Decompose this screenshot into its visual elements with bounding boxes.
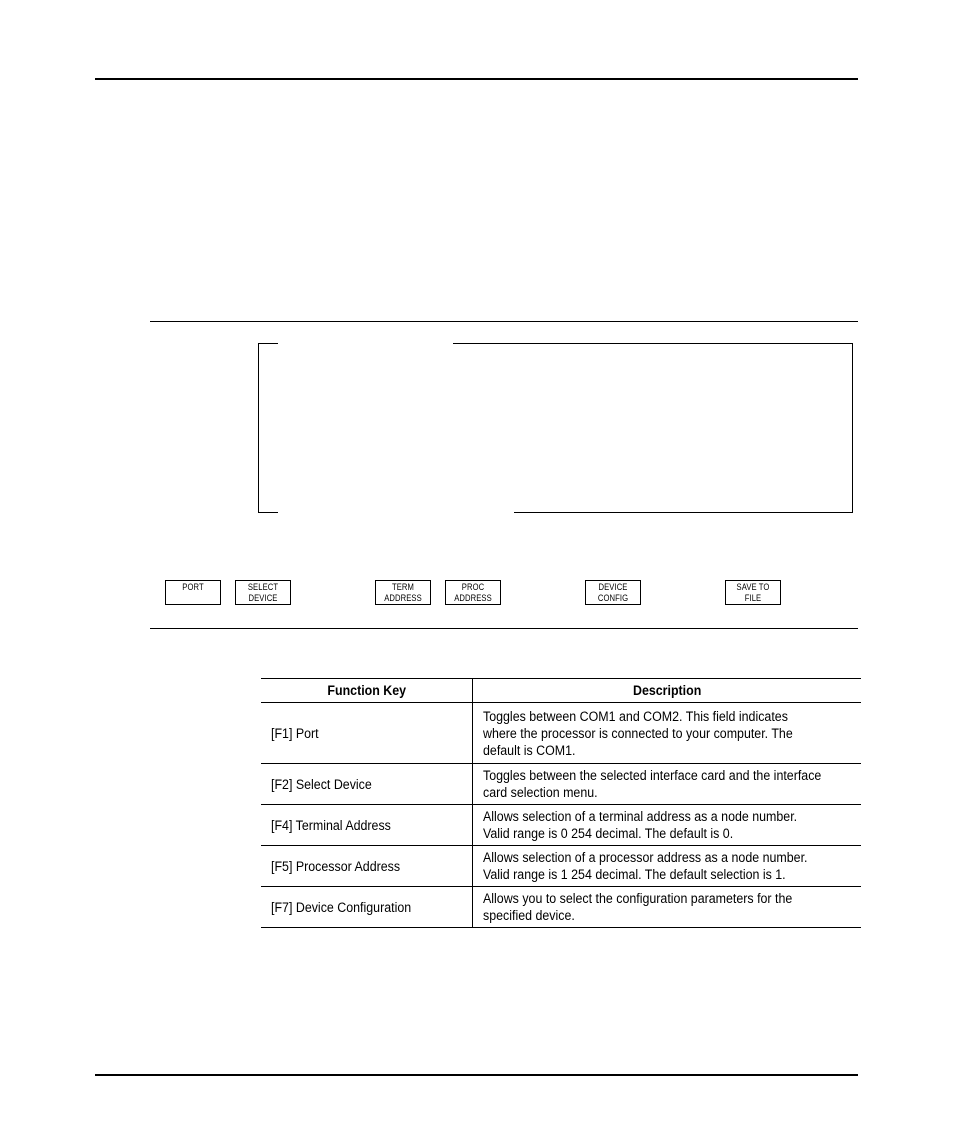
function-key-cell: [F7] Device Configuration	[261, 887, 473, 928]
description-cell: Toggles between COM1 and COM2. This field indicates where the processor is connected to your computer. The default is COM1.	[473, 703, 861, 764]
f7-device-config-key[interactable]: DEVICE CONFIG	[585, 580, 641, 605]
f1-port-key[interactable]: PORT	[165, 580, 221, 605]
function-key-cell: [F5] Processor Address	[261, 846, 473, 887]
column-header-function-key: Function Key	[261, 679, 473, 703]
f9-save-to-file-key[interactable]: SAVE TO FILE	[725, 580, 781, 605]
table-row	[261, 764, 861, 805]
column-header-description: Description	[473, 679, 861, 703]
f2-select-device-key[interactable]: SELECT DEVICE	[235, 580, 291, 605]
f5-proc-address-key[interactable]: PROC ADDRESS	[445, 580, 501, 605]
table-row	[261, 703, 861, 764]
table-header-row	[261, 679, 861, 703]
figure-top-rule	[150, 321, 858, 322]
header-rule	[95, 78, 858, 80]
function-key-cell: [F1] Port	[261, 703, 473, 764]
function-key-cell: [F4] Terminal Address	[261, 805, 473, 846]
function-key-cell: [F2] Select Device	[261, 764, 473, 805]
table-row	[261, 805, 861, 846]
figure-bottom-rule	[150, 628, 858, 629]
description-cell: Toggles between the selected interface card and the interface card selection menu.	[473, 764, 861, 805]
footer-rule	[95, 1074, 858, 1076]
f4-term-address-key[interactable]: TERM ADDRESS	[375, 580, 431, 605]
table-row	[261, 887, 861, 928]
description-cell: Allows selection of a terminal address as a node number. Valid range is 0 254 decimal. The default is 0.	[473, 805, 861, 846]
table-row	[261, 846, 861, 887]
function-key-table	[261, 678, 861, 928]
description-cell: Allows selection of a processor address as a node number. Valid range is 1 254 decimal. The default selection is 1.	[473, 846, 861, 887]
description-cell: Allows you to select the configuration parameters for the specified device.	[473, 887, 861, 928]
